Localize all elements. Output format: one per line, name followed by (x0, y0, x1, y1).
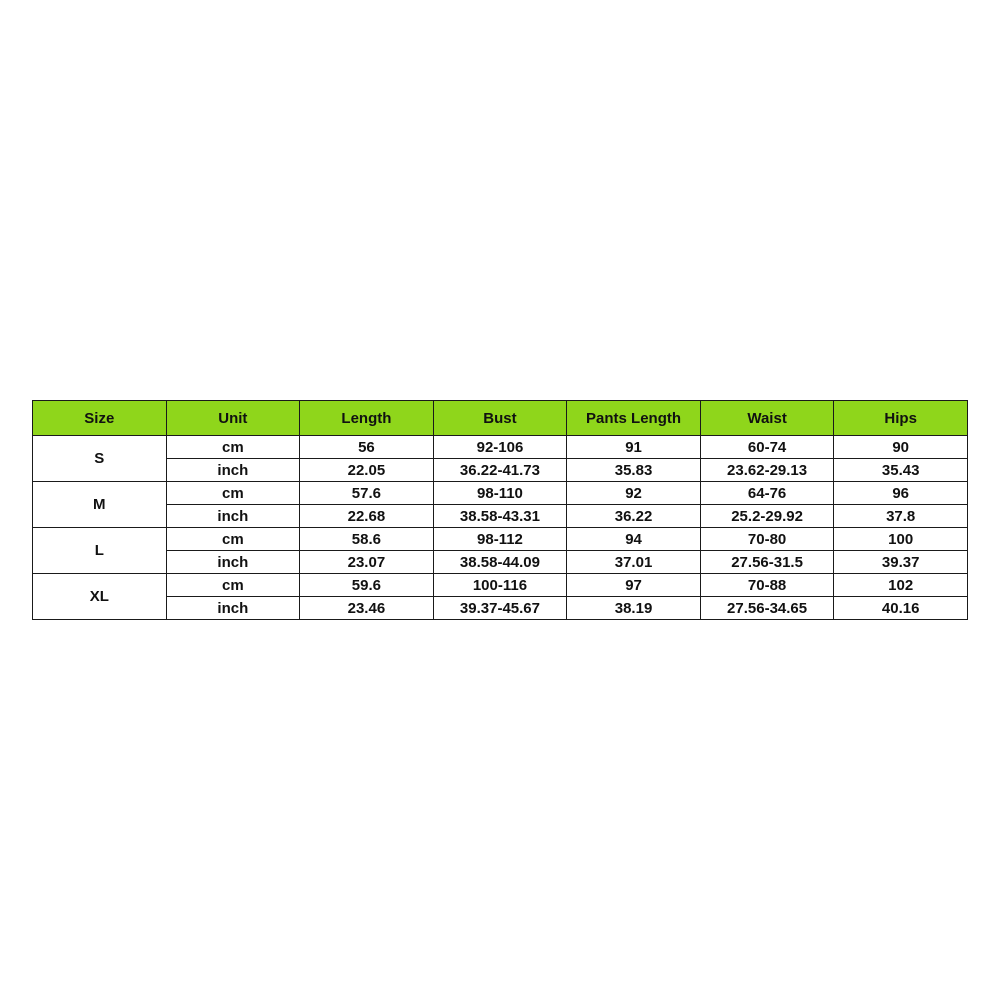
unit-cell: cm (166, 528, 300, 551)
unit-cell: inch (166, 597, 300, 620)
table-row (33, 528, 968, 551)
hips-cell: 40.16 (834, 597, 968, 620)
bust-cell: 38.58-44.09 (433, 551, 567, 574)
header-size: Size (33, 401, 167, 436)
length-cell: 23.46 (300, 597, 434, 620)
size-cell: XL (33, 574, 167, 620)
table-row (33, 505, 968, 528)
length-cell: 58.6 (300, 528, 434, 551)
header-bust: Bust (433, 401, 567, 436)
bust-cell: 39.37-45.67 (433, 597, 567, 620)
hips-cell: 39.37 (834, 551, 968, 574)
waist-cell: 27.56-34.65 (700, 597, 834, 620)
pants-length-cell: 94 (567, 528, 701, 551)
length-cell: 22.05 (300, 459, 434, 482)
bust-cell: 38.58-43.31 (433, 505, 567, 528)
pants-length-cell: 38.19 (567, 597, 701, 620)
header-row (33, 401, 968, 436)
pants-length-cell: 36.22 (567, 505, 701, 528)
unit-cell: cm (166, 436, 300, 459)
unit-cell: inch (166, 551, 300, 574)
size-cell: S (33, 436, 167, 482)
table-row (33, 459, 968, 482)
header-waist: Waist (700, 401, 834, 436)
size-chart-table (32, 400, 968, 620)
waist-cell: 25.2-29.92 (700, 505, 834, 528)
hips-cell: 100 (834, 528, 968, 551)
unit-cell: cm (166, 574, 300, 597)
pants-length-cell: 91 (567, 436, 701, 459)
table-row (33, 436, 968, 459)
size-cell: M (33, 482, 167, 528)
pants-length-cell: 92 (567, 482, 701, 505)
bust-cell: 100-116 (433, 574, 567, 597)
header-length: Length (300, 401, 434, 436)
waist-cell: 70-80 (700, 528, 834, 551)
bust-cell: 92-106 (433, 436, 567, 459)
table-row (33, 551, 968, 574)
length-cell: 56 (300, 436, 434, 459)
header-unit: Unit (166, 401, 300, 436)
waist-cell: 60-74 (700, 436, 834, 459)
bust-cell: 36.22-41.73 (433, 459, 567, 482)
waist-cell: 27.56-31.5 (700, 551, 834, 574)
table-row (33, 574, 968, 597)
pants-length-cell: 97 (567, 574, 701, 597)
waist-cell: 70-88 (700, 574, 834, 597)
unit-cell: inch (166, 505, 300, 528)
length-cell: 57.6 (300, 482, 434, 505)
waist-cell: 64-76 (700, 482, 834, 505)
hips-cell: 37.8 (834, 505, 968, 528)
size-cell: L (33, 528, 167, 574)
bust-cell: 98-112 (433, 528, 567, 551)
pants-length-cell: 37.01 (567, 551, 701, 574)
waist-cell: 23.62-29.13 (700, 459, 834, 482)
hips-cell: 35.43 (834, 459, 968, 482)
hips-cell: 90 (834, 436, 968, 459)
unit-cell: cm (166, 482, 300, 505)
header-hips: Hips (834, 401, 968, 436)
hips-cell: 102 (834, 574, 968, 597)
length-cell: 23.07 (300, 551, 434, 574)
bust-cell: 98-110 (433, 482, 567, 505)
length-cell: 59.6 (300, 574, 434, 597)
hips-cell: 96 (834, 482, 968, 505)
table-row (33, 597, 968, 620)
length-cell: 22.68 (300, 505, 434, 528)
unit-cell: inch (166, 459, 300, 482)
pants-length-cell: 35.83 (567, 459, 701, 482)
table-row (33, 482, 968, 505)
header-pants-length: Pants Length (567, 401, 701, 436)
